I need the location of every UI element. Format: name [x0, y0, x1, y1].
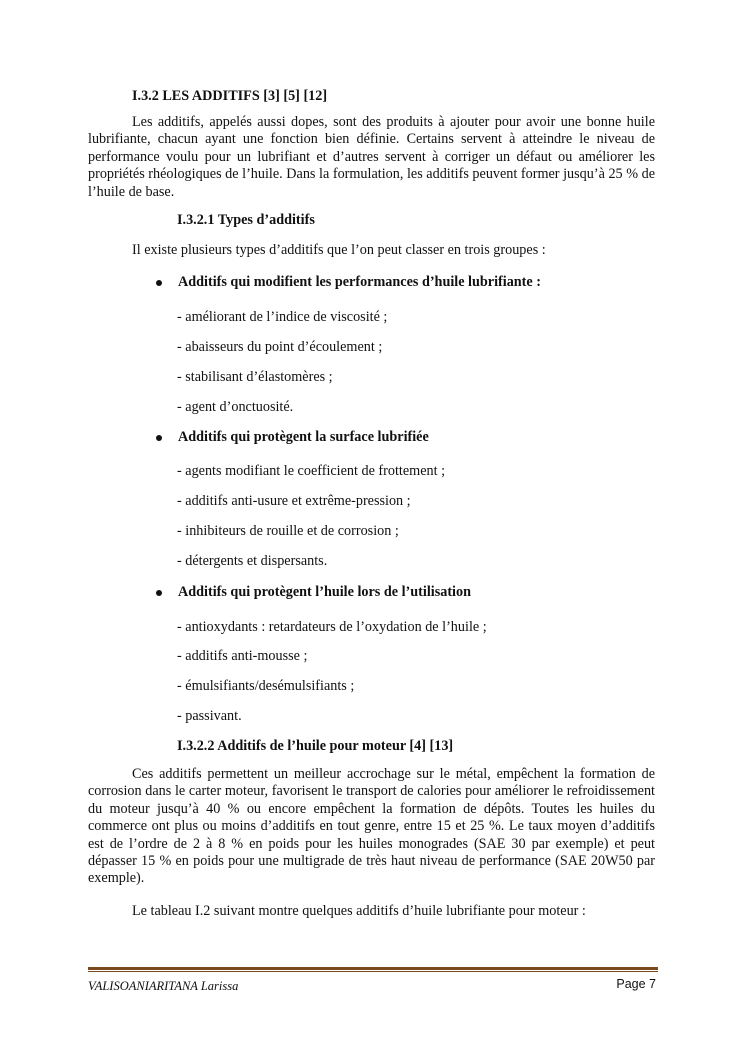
subsection-heading-types: I.3.2.1 Types d’additifs	[177, 212, 315, 228]
list-item: - émulsifiants/desémulsifiants ;	[177, 678, 355, 694]
list-item: - agents modifiant le coefficient de frottement ;	[177, 463, 446, 479]
list-item: - additifs anti-mousse ;	[177, 648, 308, 664]
list-item: - antioxydants : retardateurs de l’oxydation de l’huile ;	[177, 619, 487, 635]
list-item: - inhibiteurs de rouille et de corrosion ;	[177, 523, 399, 539]
list-item: - abaisseurs du point d’écoulement ;	[177, 339, 383, 355]
list-item: - passivant.	[177, 708, 242, 724]
bullet-icon	[156, 435, 162, 441]
footer-rule-thin	[88, 971, 658, 972]
group-title: Additifs qui protègent l’huile lors de l’utilisation	[178, 584, 471, 600]
table-intro: Le tableau I.2 suivant montre quelques additifs d’huile lubrifiante pour moteur :	[132, 903, 586, 919]
list-item: - agent d’onctuosité.	[177, 399, 294, 415]
subsection-heading-engine: I.3.2.2 Additifs de l’huile pour moteur [4] [13]	[177, 738, 454, 754]
footer-rule	[88, 967, 658, 970]
group-title: Additifs qui modifient les performances d’huile lubrifiante :	[178, 274, 541, 290]
section-intro-paragraph: Les additifs, appelés aussi dopes, sont des produits à ajouter pour avoir une bonne huile lubrifiante, chacun ayant une fonction bien définie. Certains servent à atteindre le niveau de performance voulu pour un lubrifiant et d’autres servent à corriger un défaut ou améliorer les propriétés rhéologiques de l’huile. Dans la formulation, les additifs peuvent former jusqu’à 25 % de l’huile de base.	[88, 114, 655, 200]
bullet-icon	[156, 280, 162, 286]
types-intro: Il existe plusieurs types d’additifs que l’on peut classer en trois groupes :	[132, 242, 546, 258]
footer-author: VALISOANIARITANA Larissa	[88, 979, 239, 993]
engine-additives-paragraph: Ces additifs permettent un meilleur accrochage sur le métal, empêchent la formation de corrosion dans le carter moteur, favorisent le transport de calories pour améliorer le refroidissement du moteur jusqu’à 40 % ou encore empêchent la formation de dépôts. Toutes les huiles du commerce ont plus ou moins d’additifs en tout genre, entre 15 et 25 %. Le taux moyen d’additifs est de l’ordre de 2 à 8 % en poids pour les huiles monogrades (SAE 30 par exemple) et peut dépasser 15 % en poids pour une multigrade de très haut niveau de performance (SAE 20W50 par exemple).	[88, 766, 655, 887]
list-item: - additifs anti-usure et extrême-pression ;	[177, 493, 411, 509]
list-item: - détergents et dispersants.	[177, 553, 328, 569]
list-item: - améliorant de l’indice de viscosité ;	[177, 309, 388, 325]
group-title: Additifs qui protègent la surface lubrifiée	[178, 429, 429, 445]
list-item: - stabilisant d’élastomères ;	[177, 369, 333, 385]
bullet-icon	[156, 590, 162, 596]
page-number: Page 7	[616, 977, 656, 991]
section-heading: I.3.2 LES ADDITIFS [3] [5] [12]	[132, 88, 328, 104]
